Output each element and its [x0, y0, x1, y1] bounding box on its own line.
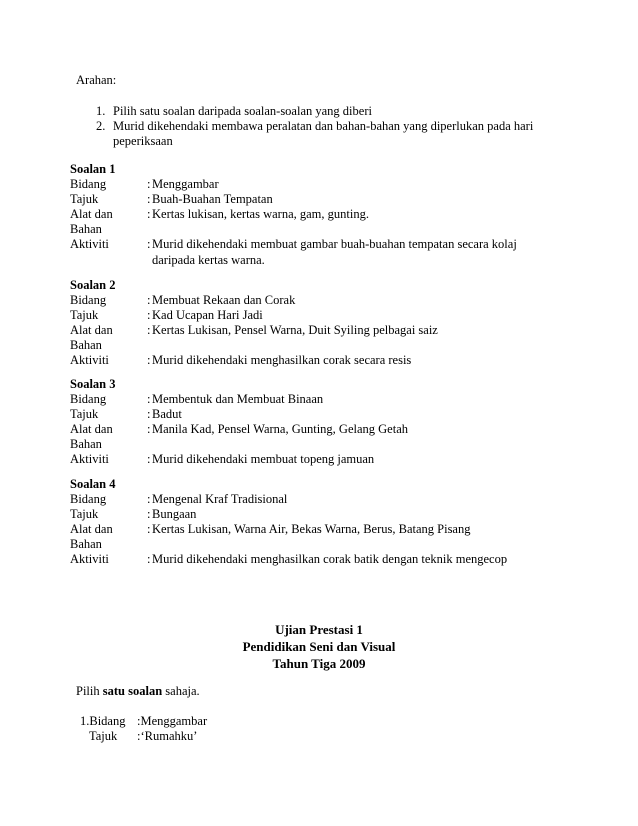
alat-value: Kertas lukisan, kertas warna, gam, gunting. — [152, 207, 369, 221]
instructions-heading: Arahan: — [76, 73, 117, 87]
instruction-emphasis: satu soalan — [102, 684, 163, 698]
alat-label: Alat dan — [70, 207, 113, 221]
separator: : — [147, 392, 151, 406]
item-label: Tajuk — [89, 729, 118, 743]
separator: : — [147, 522, 151, 536]
question-title: Soalan 2 — [70, 278, 116, 292]
alat-value: Manila Kad, Pensel Warna, Gunting, Gelang Getah — [152, 422, 408, 436]
tajuk-value: Bungaan — [152, 507, 197, 521]
bahan-label: Bahan — [70, 338, 102, 352]
aktiviti-label: Aktiviti — [70, 552, 109, 566]
alat-label: Alat dan — [70, 422, 113, 436]
bidang-label: Bidang — [70, 177, 107, 191]
instruction-prefix: Pilih — [76, 684, 103, 698]
tajuk-value: Buah-Buahan Tempatan — [152, 192, 273, 206]
aktiviti-value-cont: daripada kertas warna. — [152, 253, 265, 267]
bidang-value: Mengenal Kraf Tradisional — [152, 492, 288, 506]
bidang-value: Membuat Rekaan dan Corak — [152, 293, 296, 307]
instruction-text: Murid dikehendaki membawa peralatan dan bahan-bahan yang diperlukan pada hari — [113, 119, 534, 133]
instruction-number: 2. — [96, 119, 106, 133]
item-label: 1.Bidang — [80, 714, 126, 728]
separator: : — [147, 293, 151, 307]
separator: : — [147, 407, 151, 421]
separator: : — [147, 422, 151, 436]
instruction-suffix: sahaja. — [162, 684, 200, 698]
tajuk-label: Tajuk — [70, 192, 99, 206]
bahan-label: Bahan — [70, 222, 102, 236]
aktiviti-label: Aktiviti — [70, 452, 109, 466]
tajuk-value: Badut — [152, 407, 182, 421]
alat-label: Alat dan — [70, 522, 113, 536]
exam-year: Tahun Tiga 2009 — [272, 656, 366, 671]
alat-value: Kertas Lukisan, Warna Air, Bekas Warna, Berus, Batang Pisang — [152, 522, 471, 536]
bidang-label: Bidang — [70, 392, 107, 406]
separator: : — [147, 507, 151, 521]
alat-value: Kertas Lukisan, Pensel Warna, Duit Syiling pelbagai saiz — [152, 323, 438, 337]
tajuk-label: Tajuk — [70, 308, 99, 322]
tajuk-label: Tajuk — [70, 407, 99, 421]
tajuk-label: Tajuk — [70, 507, 99, 521]
separator: : — [147, 353, 151, 367]
bidang-value: Menggambar — [152, 177, 219, 191]
tajuk-value: Kad Ucapan Hari Jadi — [152, 308, 263, 322]
separator: : — [147, 192, 151, 206]
question-title: Soalan 1 — [70, 162, 116, 176]
separator: : — [147, 237, 151, 251]
question-title: Soalan 3 — [70, 377, 116, 391]
separator: : — [147, 207, 151, 221]
separator: : — [147, 492, 151, 506]
instruction-text-cont: peperiksaan — [113, 134, 173, 148]
bahan-label: Bahan — [70, 437, 102, 451]
aktiviti-label: Aktiviti — [70, 237, 109, 251]
separator: : — [147, 308, 151, 322]
instruction-number: 1. — [96, 104, 106, 118]
separator: : — [147, 323, 151, 337]
separator: : — [147, 177, 151, 191]
instruction-text: Pilih satu soalan daripada soalan-soalan yang diberi — [113, 104, 372, 118]
exam-subject: Pendidikan Seni dan Visual — [242, 639, 396, 654]
bidang-value: Membentuk dan Membuat Binaan — [152, 392, 324, 406]
alat-label: Alat dan — [70, 323, 113, 337]
aktiviti-value: Murid dikehendaki menghasilkan corak secara resis — [152, 353, 412, 367]
bahan-label: Bahan — [70, 537, 102, 551]
aktiviti-value: Murid dikehendaki membuat gambar buah-buahan tempatan secara kolaj — [152, 237, 517, 251]
exam-title: Ujian Prestasi 1 — [275, 622, 363, 637]
item-value: :Menggambar — [137, 714, 208, 728]
aktiviti-value: Murid dikehendaki menghasilkan corak batik dengan teknik mengecop — [152, 552, 508, 566]
section-instruction — [76, 684, 200, 699]
bidang-label: Bidang — [70, 293, 107, 307]
item-value: :‘Rumahku’ — [137, 729, 198, 743]
aktiviti-label: Aktiviti — [70, 353, 109, 367]
question-title: Soalan 4 — [70, 477, 116, 491]
separator: : — [147, 552, 151, 566]
bidang-label: Bidang — [70, 492, 107, 506]
aktiviti-value: Murid dikehendaki membuat topeng jamuan — [152, 452, 375, 466]
separator: : — [147, 452, 151, 466]
